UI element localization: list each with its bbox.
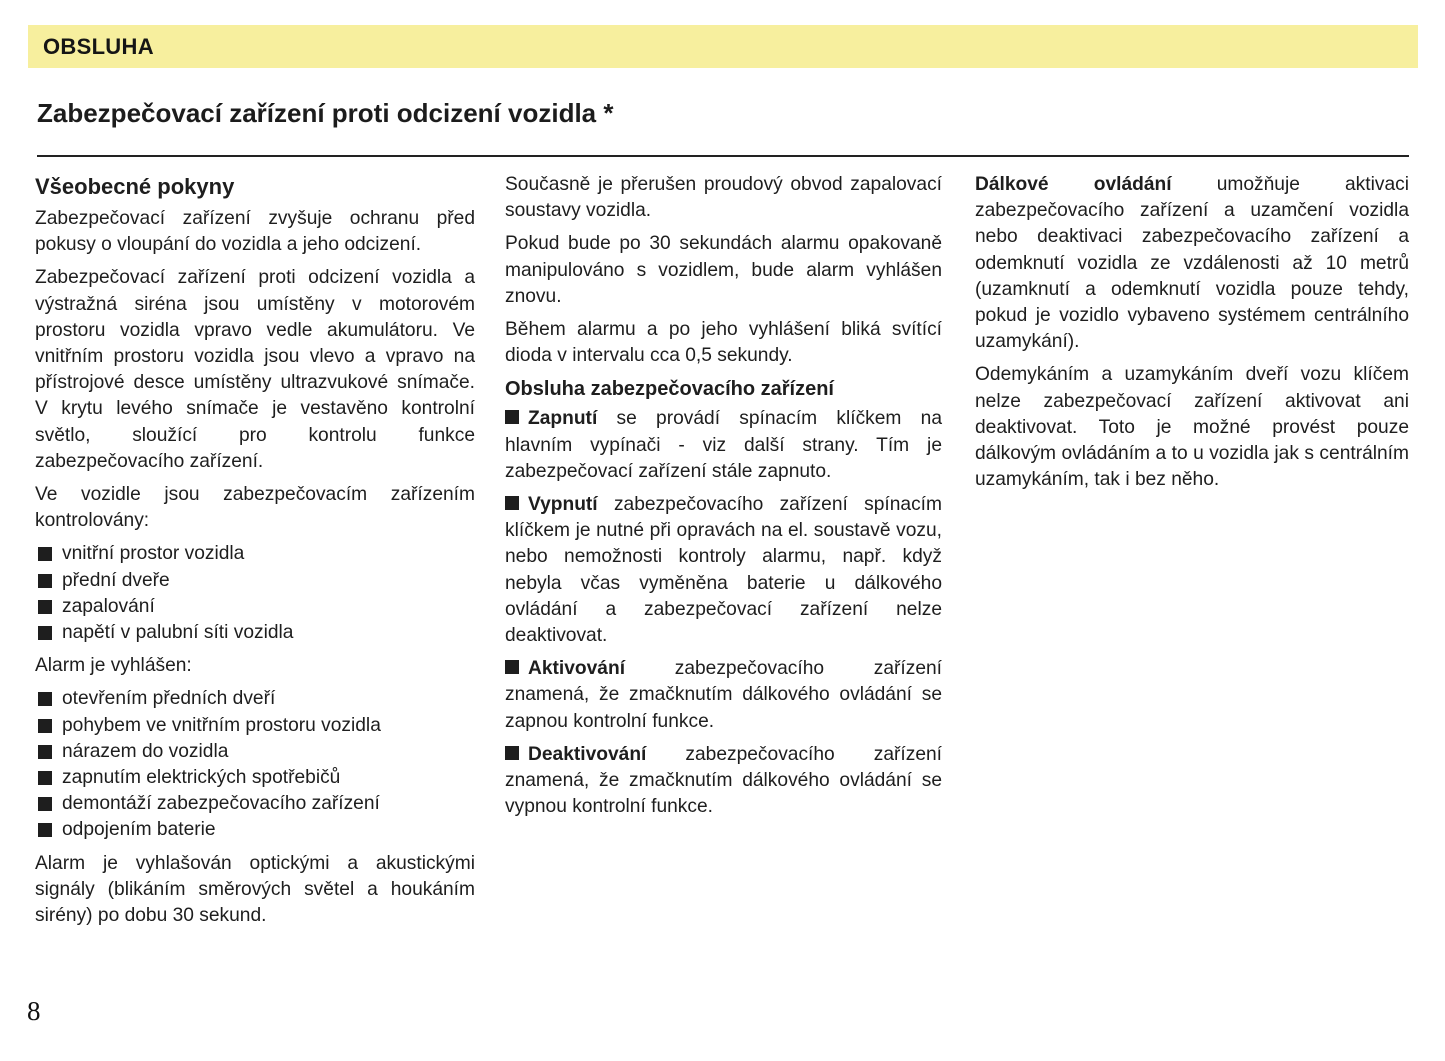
page-number: 8 [27, 996, 41, 1026]
term-text: zabezpečovacího zařízení znamená, že zmačknutím dálkového ovládání se zapnou kontrolní funkce. [505, 658, 942, 732]
bullet-square-icon [505, 660, 519, 674]
term-text: zabezpečovacího zařízení znamená, že zmačknutím dálkového ovládání se vypnou kontrolní funkce. [505, 743, 942, 818]
paragraph: Zabezpečovací zařízení proti odcizení vozidla a výstražná siréna jsou umístěny v motorovém prostoru vozidla vpravo vedle akumulátoru. Ve vnitřním prostoru vozidla jsou vlevo a vpravo na přístrojové desce umístěny ultrazvukové snímače. V krytu levého snímače je vestavěno kontrolní světlo, sloužící pro kontrolu funkce zabezpečovacího zařízení. [35, 267, 475, 472]
bullet-square-icon [505, 746, 519, 760]
remote-control-paragraph [975, 172, 1409, 355]
list-item: zapalování [35, 594, 475, 620]
switch-off-paragraph [505, 492, 942, 649]
bullet-square-icon [505, 410, 519, 424]
paragraph: Současně je přerušen proudový obvod zapalovací soustavy vozidla. [505, 174, 942, 222]
list-item: přední dveře [35, 568, 475, 594]
paragraph: Zabezpečovací zařízení zvyšuje ochranu před pokusy o vloupání do vozidla a jeho odcizení. [35, 208, 475, 256]
page-title: Zabezpečovací zařízení proti odcizení vozidla * [37, 98, 614, 128]
list-item: pohybem ve vnitřním prostoru vozidla [35, 713, 475, 739]
column-left [35, 172, 475, 936]
paragraph: Ve vozidle jsou zabezpečovacím zařízením kontrolovány: [35, 484, 475, 532]
paragraph: Odemykáním a uzamykáním dveří vozu klíčem nelze zabezpečovací zařízení aktivovat ani deaktivovat. Toto je možné provést pouze dálkovým ovládáním a to u vozidla jak s centrálním uzamykáním, tak i bez něho. [975, 364, 1409, 491]
activation-paragraph [505, 656, 942, 735]
title-divider [37, 155, 1409, 157]
column-right [975, 172, 1409, 500]
paragraph: Alarm je vyhlášen: [35, 655, 192, 677]
switch-on-paragraph [505, 406, 942, 485]
paragraph: Během alarmu a po jeho vyhlášení bliká svítící dioda v intervalu cca 0,5 sekundy. [505, 319, 942, 367]
term-text: zabezpečovacího zařízení spínacím klíčkem je nutné při opravách na el. soustavě vozu, nebo nemožnosti kontroly alarmu, např. když nebyla včas vyměněna baterie u dálkového ovládání a zabezpečovací zařízení nelze deaktivovat. [505, 494, 942, 647]
list-item: otevřením předních dveří [35, 686, 475, 712]
term-bold: Zapnutí [528, 408, 598, 430]
list-item: napětí v palubní síti vozidla [35, 620, 475, 646]
operation-heading: Obsluha zabezpečovacího zařízení [505, 378, 834, 401]
term-text: se provádí spínacím klíčkem na hlavním vypínači - viz další strany. Tím je zabezpečovací zařízení stále zapnuto. [505, 408, 942, 482]
list-item: zapnutím elektrických spotřebičů [35, 765, 475, 791]
column-middle [505, 172, 942, 827]
list-item: nárazem do vozidla [35, 739, 475, 765]
list-item: vnitřní prostor vozidla [35, 541, 475, 567]
term-bold: Aktivování [528, 658, 626, 680]
paragraph: Pokud bude po 30 sekundách alarmu opakovaně manipulováno s vozidlem, bude alarm vyhlášen znovu. [505, 233, 942, 307]
section-header-bar [28, 25, 1418, 68]
paragraph: Alarm je vyhlašován optickými a akustickými signály (blikáním směrových světel a houkáním sirény) po dobu 30 sekund. [35, 852, 475, 927]
general-instructions-heading: Všeobecné pokyny [35, 174, 235, 199]
term-bold: Vypnutí [528, 494, 598, 516]
list-item: odpojením baterie [35, 817, 475, 843]
monitored-items-list [35, 541, 475, 646]
term-text: umožňuje aktivaci zabezpečovacího zařízení a uzamčení vozidla nebo deaktivaci zabezpečovacího zařízení a odemknutí vozidla ze vzdálenosti až 10 metrů (uzamknutí a odemknutí vozidla pouze tehdy, pokud je vozidlo vybaveno systémem centrálního uzamykání). [975, 174, 1409, 353]
list-item: demontáží zabezpečovacího zařízení [35, 791, 475, 817]
alarm-triggers-list [35, 686, 475, 843]
deactivation-paragraph [505, 742, 942, 821]
term-bold: Deaktivování [528, 743, 647, 765]
term-bold: Dálkové ovládání [975, 174, 1172, 195]
section-label: OBSLUHA [43, 33, 154, 59]
bullet-square-icon [505, 496, 519, 510]
